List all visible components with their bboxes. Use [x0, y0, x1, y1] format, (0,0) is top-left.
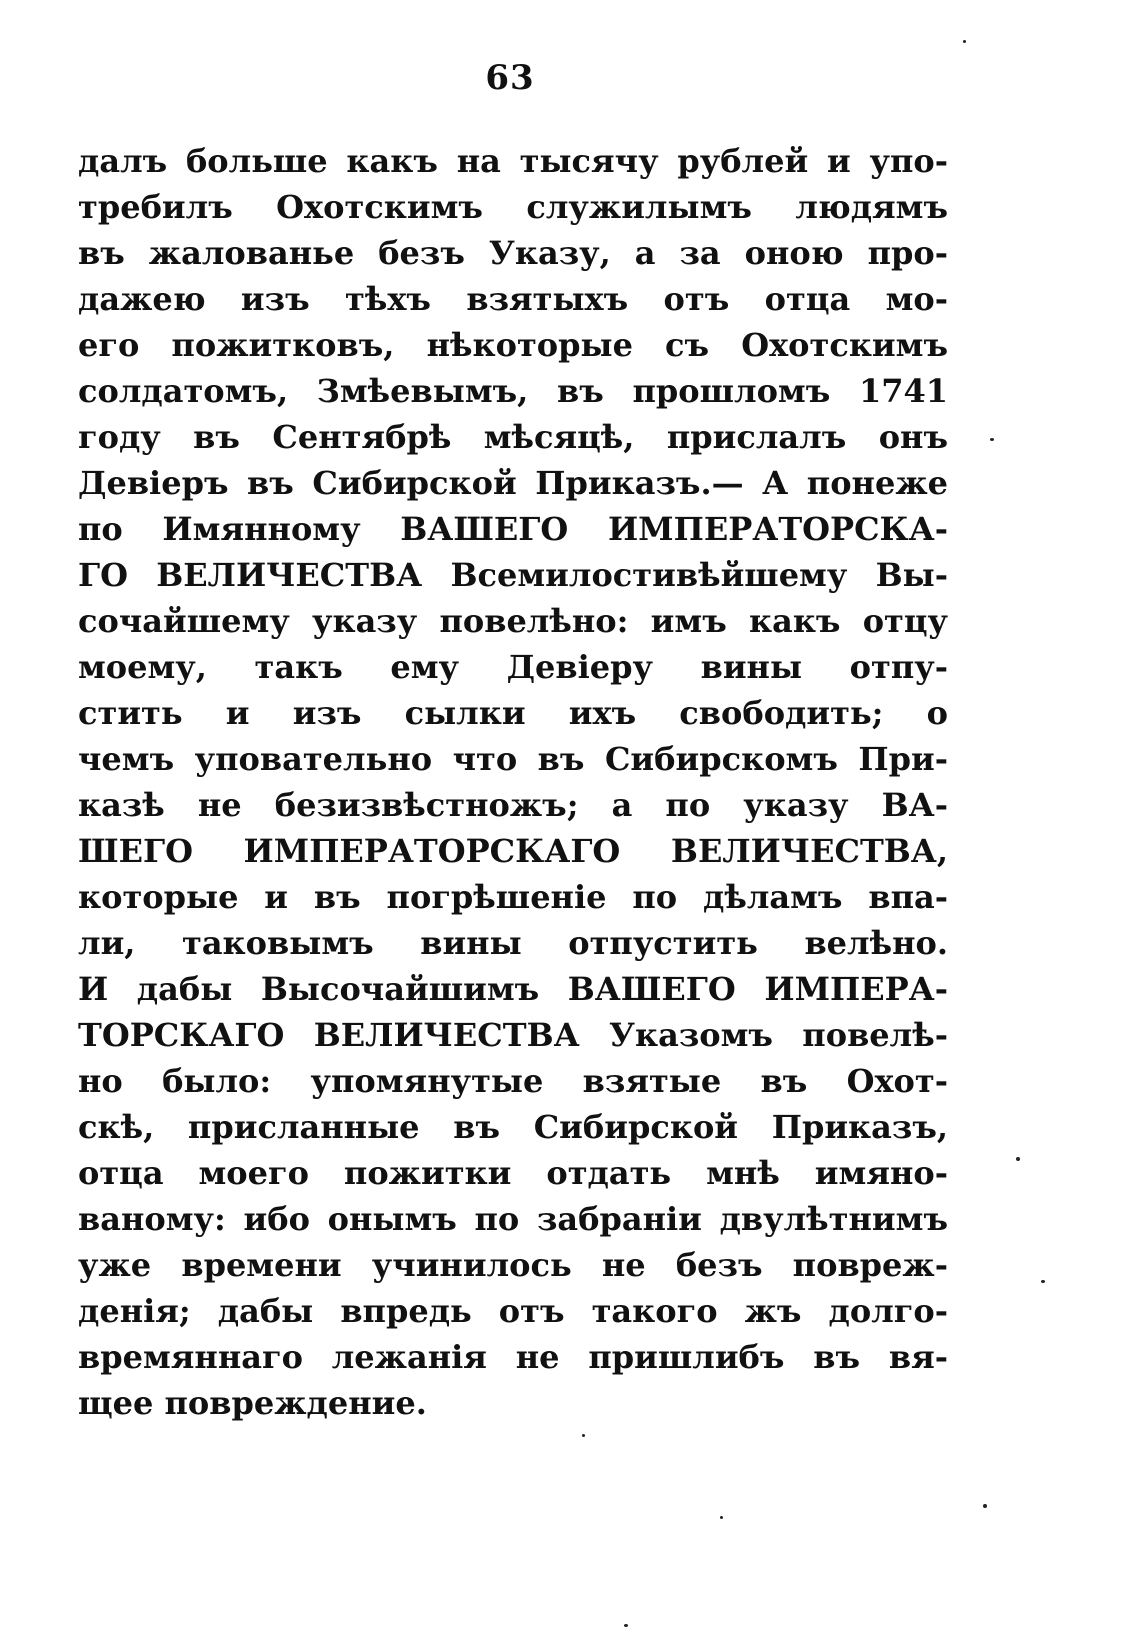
text-line: далъ больше какъ на тысячу рублей и упо- — [78, 142, 948, 180]
text-line: Девіеръ въ Сибирской Приказъ.— А понеже — [78, 464, 948, 502]
text-line: дажею изъ тѣхъ взятыхъ отъ отца мо- — [78, 280, 948, 318]
print-speck — [720, 1516, 723, 1519]
text-line: казѣ не безизвѣстножъ; а по указу ВА- — [78, 786, 948, 824]
text-line: чемъ уповательно что въ Сибирскомъ При- — [78, 740, 948, 778]
text-line: ваному: ибо онымъ по забраніи двулѣтнимъ — [78, 1200, 948, 1238]
print-speck — [990, 438, 994, 441]
text-line: требилъ Охотскимъ служилымъ людямъ — [78, 188, 948, 226]
text-line: его пожитковъ, нѣкоторые съ Охотскимъ — [78, 326, 948, 364]
print-speck — [582, 1434, 585, 1437]
text-line: скѣ, присланные въ Сибирской Приказъ, — [78, 1108, 948, 1146]
text-line: времяннаго лежанія не пришлибъ въ вя- — [78, 1338, 948, 1376]
print-speck — [1041, 1280, 1045, 1283]
text-line: въ жалованье безъ Указу, а за оною про- — [78, 234, 948, 272]
text-line: денія; дабы впредь отъ такого жъ долго- — [78, 1292, 948, 1330]
text-line: ШЕГО ИМПЕРАТОРСКАГО ВЕЛИЧЕСТВА, — [78, 832, 948, 870]
text-line: сочайшему указу повелѣно: имъ какъ отцу — [78, 602, 948, 640]
body-text — [78, 138, 948, 1426]
page-number: 63 — [485, 58, 535, 98]
text-line: ТОРСКАГО ВЕЛИЧЕСТВА Указомъ повелѣ- — [78, 1016, 948, 1054]
print-speck — [963, 40, 966, 43]
text-line: но было: упомянутые взятые въ Охот- — [78, 1062, 948, 1100]
text-line: солдатомъ, Змѣевымъ, въ прошломъ 1741 — [78, 372, 948, 410]
text-line: И дабы Высочайшимъ ВАШЕГО ИМПЕРА- — [78, 970, 948, 1008]
text-line: году въ Сентябрѣ мѣсяцѣ, прислалъ онъ — [78, 418, 948, 456]
text-line: щее повреждение. — [78, 1384, 427, 1422]
print-speck — [624, 1624, 628, 1627]
print-speck — [983, 1504, 987, 1508]
text-line: стить и изъ сылки ихъ свободить; о — [78, 694, 948, 732]
text-line: по Имянному ВАШЕГО ИМПЕРАТОРСКА- — [78, 510, 948, 548]
text-line: отца моего пожитки отдать мнѣ имяно- — [78, 1154, 948, 1192]
text-line: моему, такъ ему Девіеру вины отпу- — [78, 648, 948, 686]
text-line: уже времени учинилось не безъ повреж- — [78, 1246, 948, 1284]
text-line: ГО ВЕЛИЧЕСТВА Всемилостивѣйшему Вы- — [78, 556, 948, 594]
text-line: ли, таковымъ вины отпустить велѣно. — [78, 924, 948, 962]
text-line: которые и въ погрѣшеніе по дѣламъ впа- — [78, 878, 948, 916]
print-speck — [1016, 1157, 1020, 1161]
